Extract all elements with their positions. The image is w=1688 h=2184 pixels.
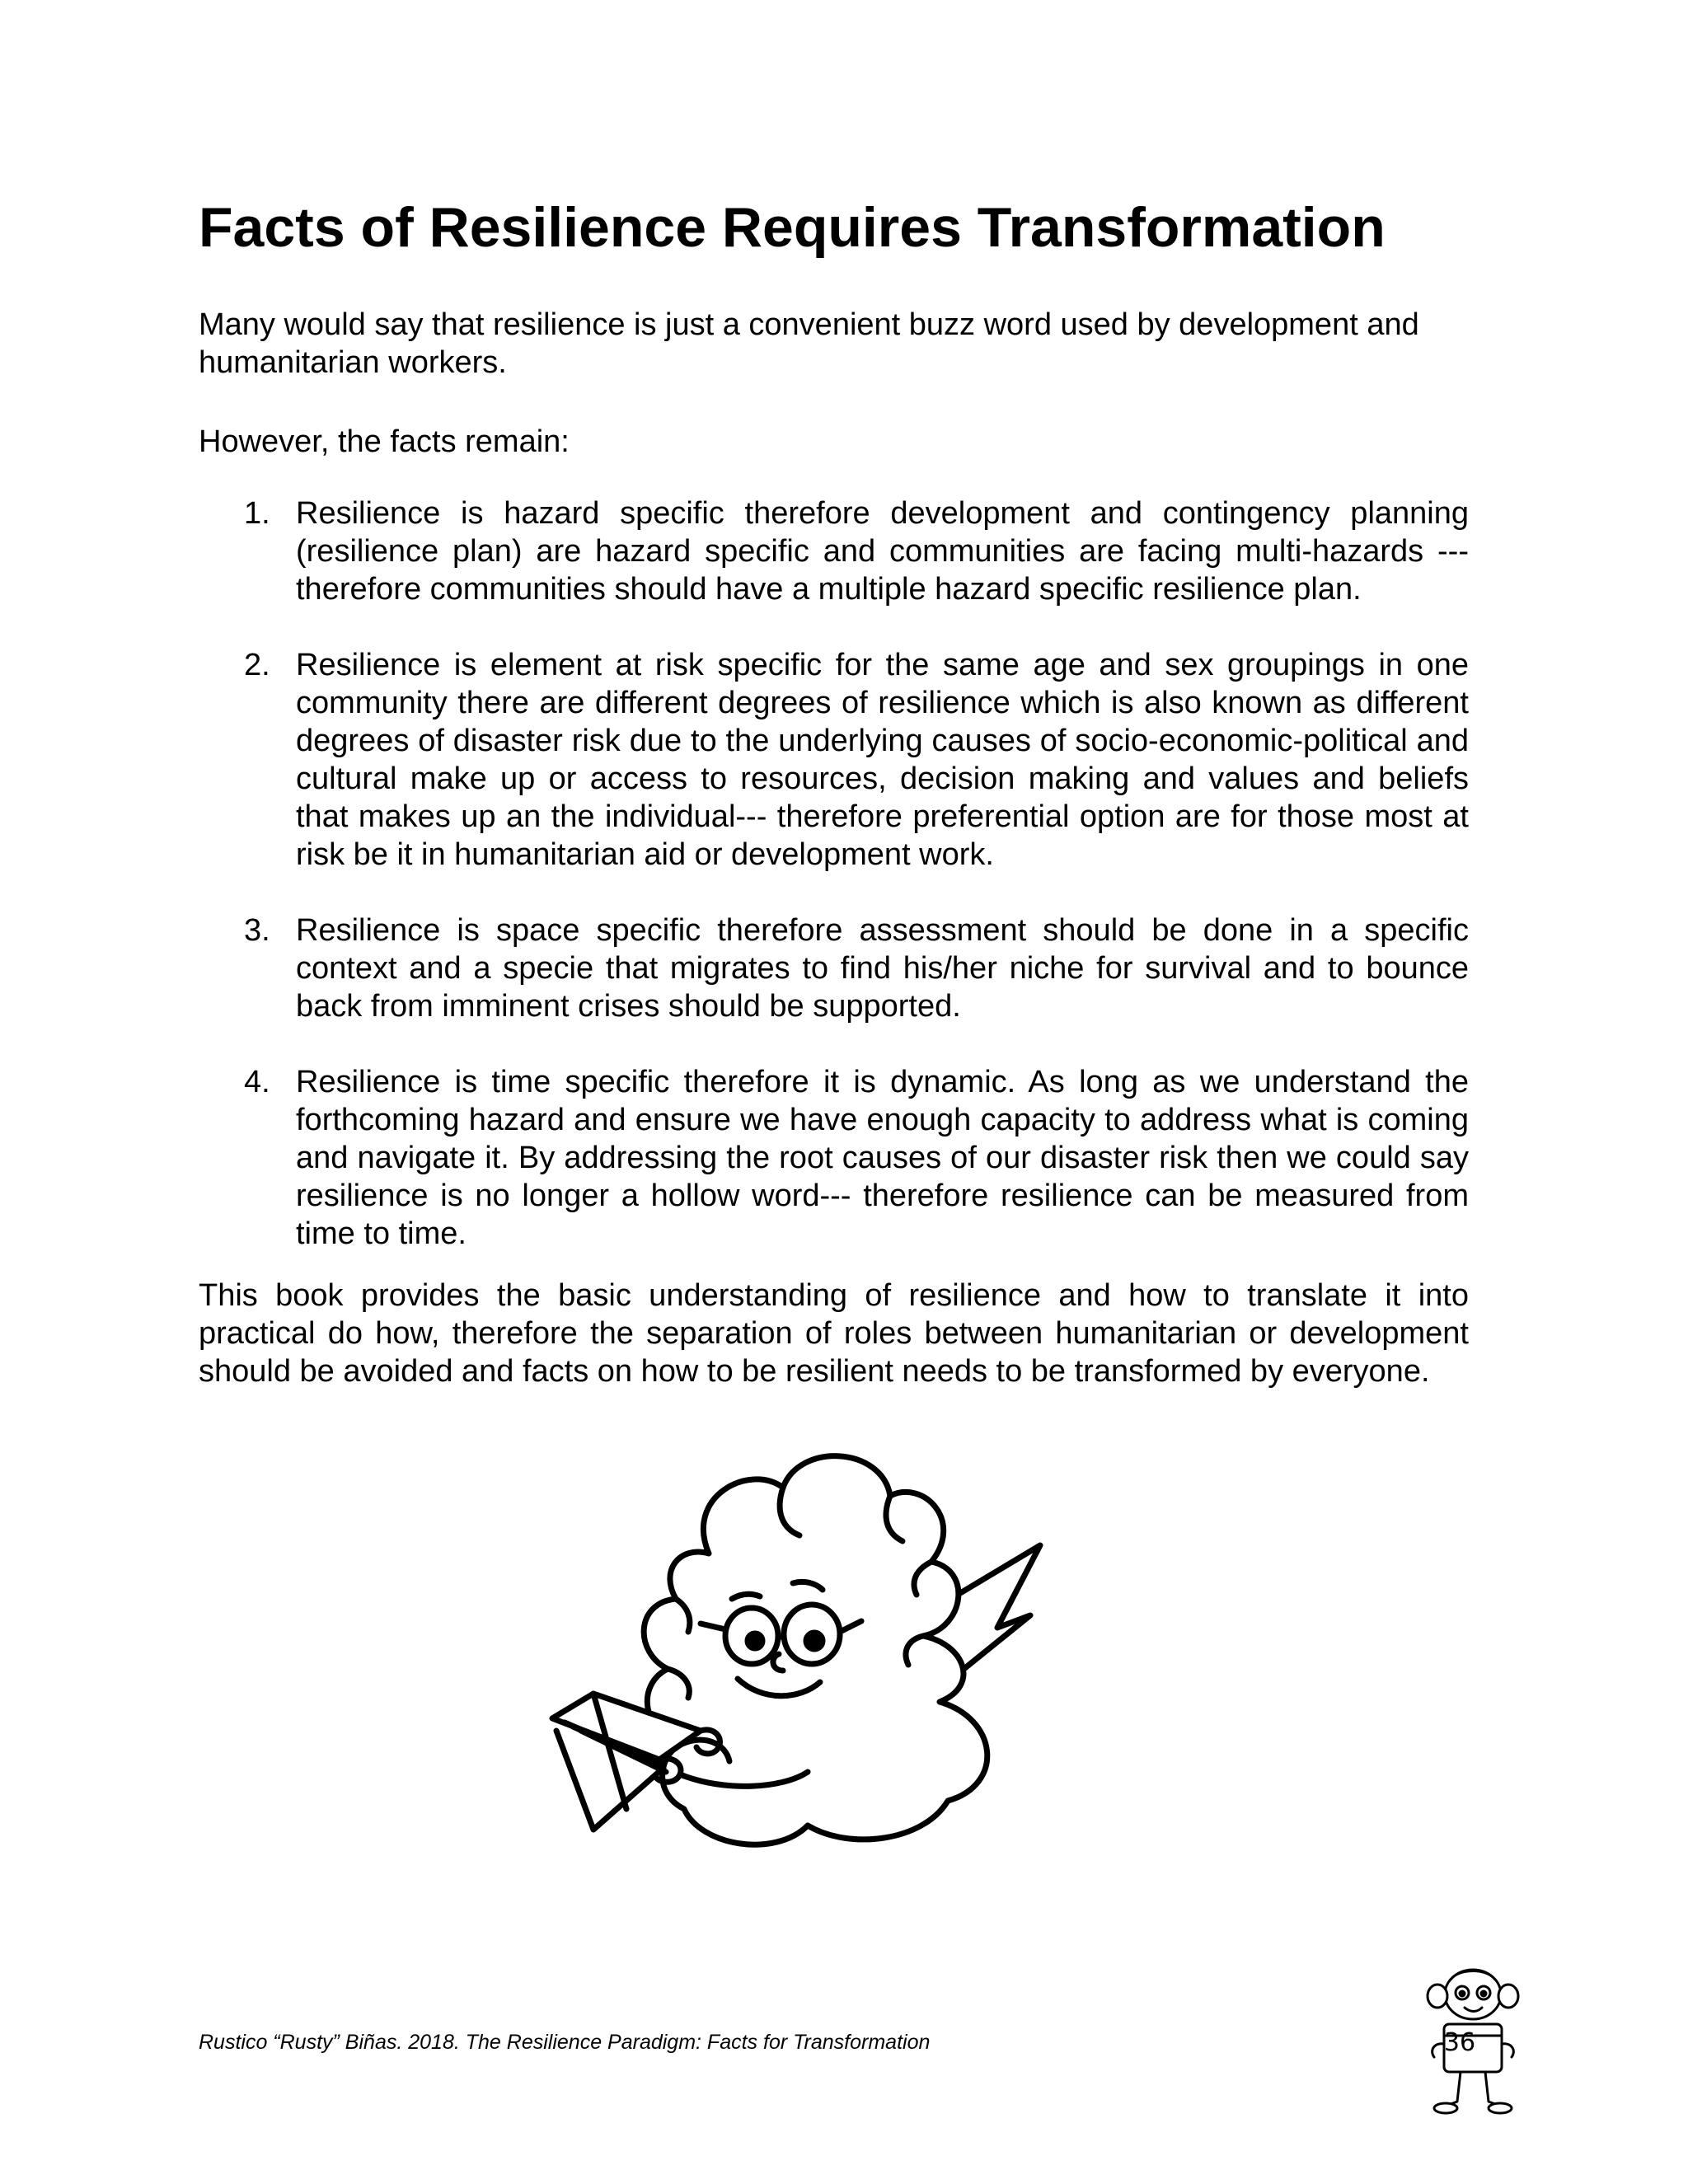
fact-number: 1. [244,496,270,531]
fact-text: Resilience is element at risk specific for the same age and sex groupings in one community there are different degrees of resilience which is also known as different degrees of disaster risk due to the underlying causes of socio-economic-political and cultural make up or access to resources, decision making and values and beliefs that makes up an the individual--- therefore preferential option are for those most at risk be it in humanitarian aid or development work. [296,648,1469,872]
fact-number: 2. [244,648,270,682]
cloud-mascot-reading-book-icon [536,1438,1071,1875]
fact-text: Resilience is time specific therefore it is dynamic. As long as we understand the forthcoming hazard and ensure we have enough capacity to address what is coming and navigate it. By addressing the root causes of our disaster risk then we could say resilience is no longer a hollow word--- therefore resilience can be measured from time to time. [296,1065,1469,1251]
fact-item-1 [199,494,1469,608]
fact-item-3 [199,912,1469,1025]
fact-text: Resilience is space specific therefore assessment should be done in a specific context and a specie that migrates to find his/her niche for survival and to bounce back from imminent crises should be supported. [296,913,1469,1024]
intro-paragraph: Many would say that resilience is just a convenient buzz word used by development and humanitarian workers. [199,307,1419,380]
facts-list [199,494,1469,1291]
fact-number: 4. [244,1065,270,1099]
footer-citation: Rustico “Rusty” Biñas. 2018. The Resilience Paradigm: Facts for Transformation [199,2031,931,2054]
lead-paragraph: However, the facts remain: [199,424,570,459]
fact-item-2 [199,646,1469,874]
closing-paragraph: This book provides the basic understanding of resilience and how to translate it into practical do how, therefore the separation of roles between humanitarian or development should be avoided and facts on how to be resilient needs to be transformed by everyone. [199,1278,1469,1389]
page-title: Facts of Resilience Requires Transformation [199,196,1386,259]
fact-text: Resilience is hazard specific therefore development and contingency planning (resilience plan) are hazard specific and communities are facing multi-hazards --- therefore communities should have a multiple hazard specific resilience plan. [296,496,1469,607]
fact-item-4 [199,1063,1469,1253]
page-number: 36 [1443,2028,1476,2057]
fact-number: 3. [244,913,270,948]
